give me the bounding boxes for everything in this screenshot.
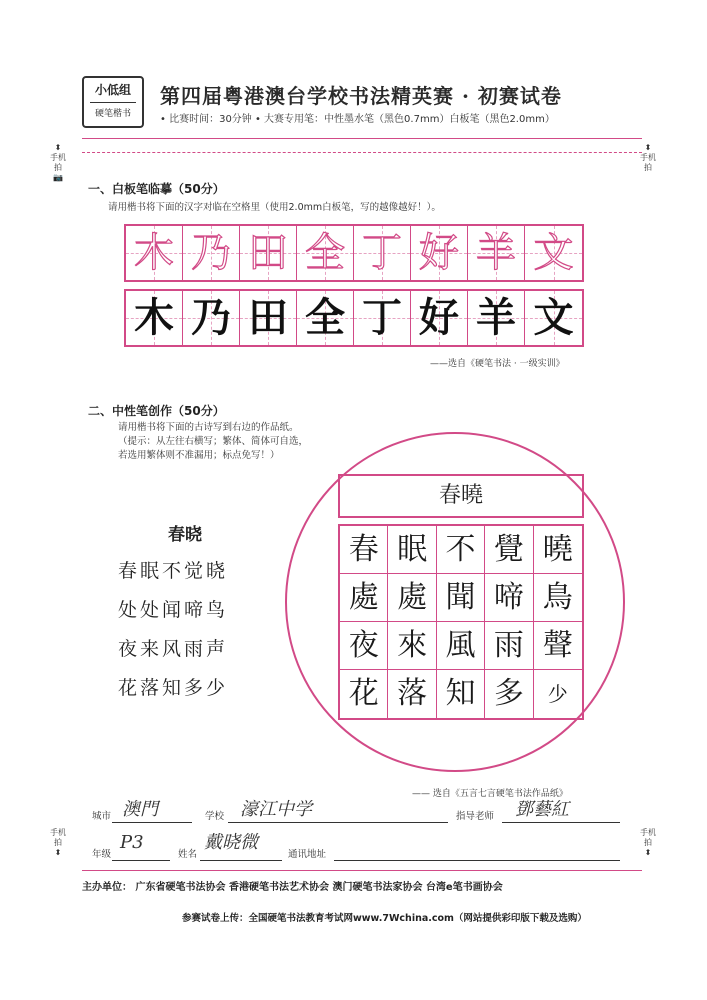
teacher-label: 指导老师 bbox=[456, 811, 495, 822]
practice-cell bbox=[411, 291, 468, 345]
grade-field[interactable]: P3 bbox=[120, 832, 144, 853]
work-char: 眠 bbox=[388, 526, 436, 574]
exam-subtitle: • 比赛时间：30分钟 • 大赛专用笔：中性墨水笔（黑色0.7mm）白板笔（黑色2.0mm） bbox=[160, 114, 555, 125]
work-char: 夜 bbox=[340, 622, 388, 670]
work-char: 鳥 bbox=[534, 574, 582, 622]
work-char: 曉 bbox=[534, 526, 582, 574]
trace-char: 木 bbox=[134, 230, 174, 276]
trace-cell bbox=[126, 226, 183, 280]
header-divider-dashed bbox=[82, 152, 642, 153]
practice-cell bbox=[183, 291, 240, 345]
grade-line bbox=[112, 860, 170, 861]
practice-cell bbox=[354, 291, 411, 345]
camera-icon: ⬍ bbox=[644, 848, 652, 857]
footer-divider bbox=[82, 870, 642, 871]
section2-credit: —— 选自《五言七言硬笔书法作品纸》 bbox=[412, 789, 568, 799]
section2-instruction-3: 若选用繁体则不准漏用；标点免写！） bbox=[118, 450, 280, 461]
practice-cell bbox=[297, 291, 354, 345]
trace-char: 丁 bbox=[362, 230, 402, 276]
trace-cell bbox=[183, 226, 240, 280]
section1-heading: 一、白板笔临摹（50分） bbox=[88, 182, 225, 196]
work-char: 春 bbox=[340, 526, 388, 574]
address-label: 通讯地址 bbox=[288, 849, 327, 860]
city-field[interactable]: 澳門 bbox=[122, 799, 158, 820]
section1-instruction: 请用楷书将下面的汉字对临在空格里（使用2.0mm白板笔，写的越像越好！）。 bbox=[108, 202, 441, 213]
camera-icon: ⬍ bbox=[54, 848, 62, 857]
badge-style-label: 硬笔楷书 bbox=[90, 102, 136, 119]
school-label: 学校 bbox=[205, 811, 225, 822]
trace-cell bbox=[411, 226, 468, 280]
address-field[interactable] bbox=[334, 860, 620, 861]
work-char: 知 bbox=[437, 670, 485, 718]
practice-char: 文 bbox=[533, 295, 574, 341]
practice-char: 乃 bbox=[191, 295, 231, 341]
practice-char: 丁 bbox=[362, 295, 402, 341]
trace-cell bbox=[297, 226, 354, 280]
practice-cell bbox=[126, 291, 183, 345]
trace-char: 田 bbox=[248, 230, 288, 276]
poem-line: 夜来风雨声 bbox=[118, 638, 229, 660]
practice-char: 木 bbox=[134, 295, 174, 341]
trace-char: 羊 bbox=[476, 230, 516, 276]
trace-grid bbox=[124, 224, 584, 282]
camera-icon: ⬍ bbox=[644, 143, 652, 152]
work-grid bbox=[338, 524, 584, 720]
poem-line: 处处闻啼鸟 bbox=[118, 599, 229, 621]
trace-cell bbox=[240, 226, 297, 280]
organizers: 主办单位： 广东省硬笔书法协会 香港硬笔书法艺术协会 澳门硬笔书法家协会 台湾e笔书画协会 bbox=[82, 882, 503, 893]
name-line bbox=[200, 860, 282, 861]
work-char: 不 bbox=[437, 526, 485, 574]
trace-char: 好 bbox=[419, 230, 459, 276]
section2-instruction-1: 请用楷书将下面的古诗写到右边的作品纸。 bbox=[118, 422, 299, 433]
poem-title: 春晓 bbox=[168, 525, 202, 545]
section2-heading: 二、中性笔创作（50分） bbox=[88, 404, 225, 418]
trace-char: 全 bbox=[305, 230, 345, 276]
side-marker-bottom-left: 手机拍 ⬍ bbox=[50, 828, 66, 857]
work-char: 啼 bbox=[485, 574, 533, 622]
work-char: 風 bbox=[437, 622, 485, 670]
side-marker-top-left: ⬍ 手机拍 📷 bbox=[50, 143, 66, 182]
trace-char: 乃 bbox=[191, 230, 231, 276]
trace-cell bbox=[525, 226, 582, 280]
practice-cell bbox=[240, 291, 297, 345]
work-char: 多 bbox=[485, 670, 533, 718]
section2-instruction-2: （提示：从左往右横写；繁体、简体可自选， bbox=[118, 436, 309, 447]
side-marker-top-right: ⬍ 手机拍 bbox=[640, 143, 656, 172]
school-line bbox=[228, 822, 448, 823]
practice-char: 好 bbox=[419, 295, 459, 341]
name-field[interactable]: 戴晓微 bbox=[204, 832, 258, 853]
upload-info: 参赛试卷上传：全国硬笔书法教育考试网www.7Wchina.com（网站提供彩印版下载及选购） bbox=[182, 913, 587, 924]
work-char: 處 bbox=[388, 574, 436, 622]
work-char: 處 bbox=[340, 574, 388, 622]
work-char: 少 bbox=[547, 682, 568, 706]
badge-group-label: 小低组 bbox=[94, 83, 131, 97]
trace-cell bbox=[468, 226, 525, 280]
work-char: 花 bbox=[340, 670, 388, 718]
school-field[interactable]: 濠江中学 bbox=[240, 799, 312, 820]
city-line bbox=[112, 822, 192, 823]
work-char: 聞 bbox=[437, 574, 485, 622]
poem-line: 春眠不觉晓 bbox=[118, 560, 229, 582]
practice-char: 羊 bbox=[476, 295, 516, 341]
practice-cell bbox=[468, 291, 525, 345]
practice-cell bbox=[525, 291, 582, 345]
work-char: 雨 bbox=[485, 622, 533, 670]
city-label: 城市 bbox=[92, 811, 112, 822]
teacher-line bbox=[502, 822, 620, 823]
name-label: 姓名 bbox=[178, 849, 198, 860]
practice-char: 全 bbox=[305, 295, 345, 341]
poem-line: 花落知多少 bbox=[118, 677, 229, 699]
work-char: 覺 bbox=[485, 526, 533, 574]
trace-char: 文 bbox=[533, 230, 574, 276]
work-char: 聲 bbox=[534, 622, 582, 670]
grade-label: 年级 bbox=[92, 849, 112, 860]
exam-title: 第四届粤港澳台学校书法精英赛 · 初赛试卷 bbox=[160, 84, 562, 108]
section1-credit: ——选自《硬笔书法 · 一级实训》 bbox=[430, 359, 565, 369]
practice-grid bbox=[124, 289, 584, 347]
header-divider bbox=[82, 138, 642, 139]
side-marker-bottom-right: 手机拍 ⬍ bbox=[640, 828, 656, 857]
work-char: 落 bbox=[388, 670, 436, 718]
camera-icon: ⬍ bbox=[54, 143, 62, 152]
teacher-field[interactable]: 鄧藝紅 bbox=[515, 799, 569, 820]
practice-char: 田 bbox=[248, 295, 288, 341]
group-badge bbox=[82, 76, 144, 128]
work-char: 來 bbox=[388, 622, 436, 670]
work-title-box: 春曉 bbox=[338, 474, 584, 518]
trace-cell bbox=[354, 226, 411, 280]
